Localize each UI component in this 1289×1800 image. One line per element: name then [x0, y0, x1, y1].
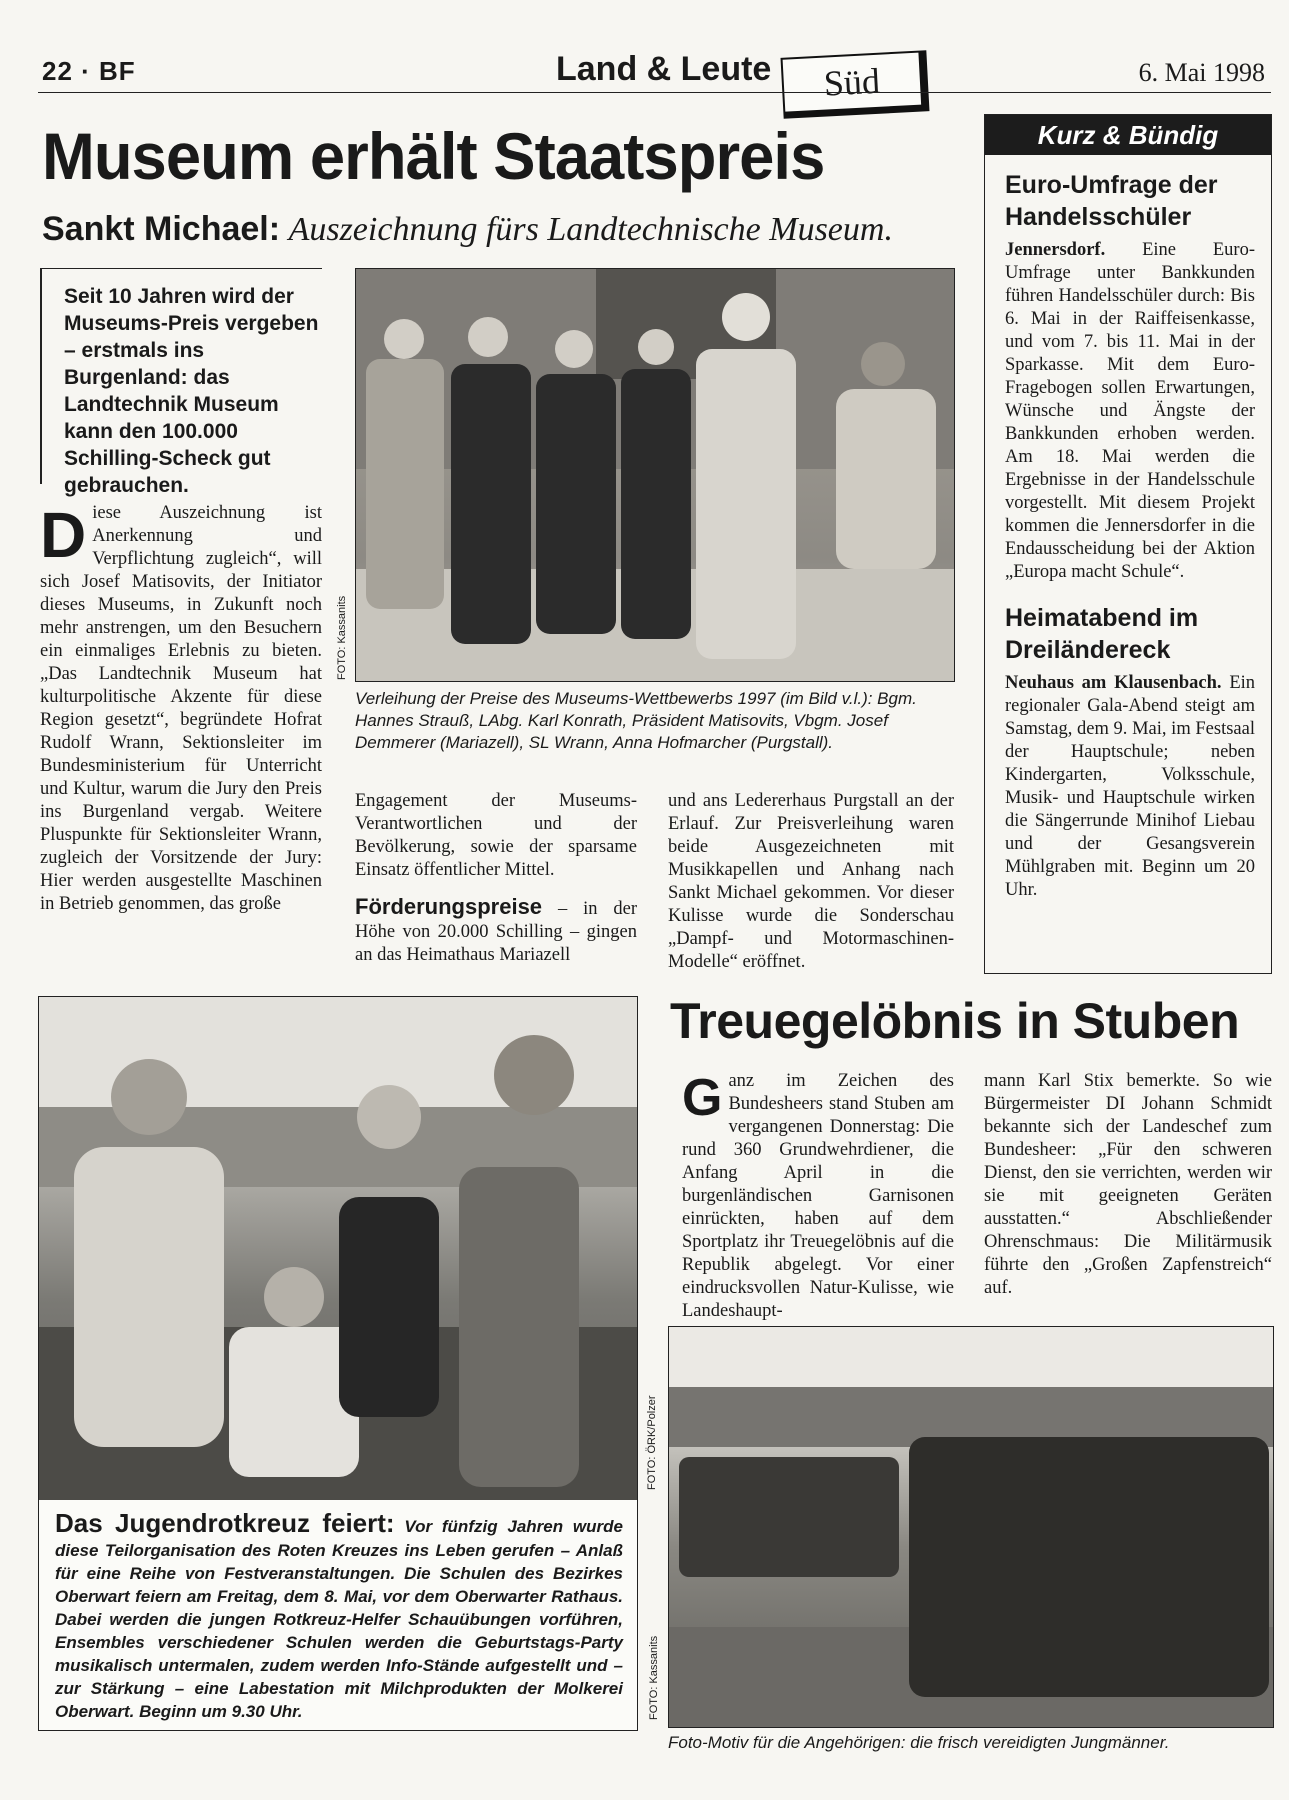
main-article-col3: und ans Ledererhaus Purgstall an der Erlauf. Zur Preisverleihung waren beide Ausgezeichneten mit Musikkapellen und Anhang nach Sankt Michael gekommen. Vor dieser Kulisse wurde die Sonderschau „Dampf- und Motormaschinen-Modelle“ eröffnet.: [668, 791, 954, 972]
col2-text: Engagement der Museums-Verantwortlichen und der Bevölkerung, sowie der sparsame Einsatz öffentlicher Mittel.: [355, 791, 637, 880]
sidebar-item-body: Eine Euro-Umfrage unter Bankkunden führen Handelsschüler durch: Bis 6. Mai in der Raiffeisenkasse, und vom 7. bis 11. Mai in der Sparkasse. Mit dem Euro-Fragebogen sollen Erwartungen, Wünsche und Ängste der Bankkunden erhoben werden. Am 18. Mai werden die Ergebnisse in der Handelsschule vorgestellt. Mit diesem Projekt kommen die Jennersdorfer in die Endausscheidung bei der Aktion „Europa macht Schule“.: [1005, 240, 1255, 582]
col1-text: iese Auszeichnung ist Anerkennung und Verpflichtung zugleich“, will sich Josef Matisovits, der Initiator dieses Museums, in Zukunft noch mehr anstrengen, um den Besuchern ein einmaliges Erlebnis zu bieten. „Das Landtechnik Museum hat kulturpolitische Akzente für diese Region gesetzt“, begründete Hofrat Rudolf Wrann, Sektionsleiter im Bundesministerium für Unterricht und Kultur, warum die Jury den Preis ins Burgenland vergab. Weitere Pluspunkte für Sektionsleiter Wrann, zugleich der Vorsitzende der Jury: Hier werden ausgestellte Maschinen in Betrieb genommen, das große: [40, 503, 322, 914]
sidebar-item-headline: Heimatabend im Dreiländereck: [1005, 604, 1199, 664]
award-photo-caption: Verleihung der Preise des Museums-Wettbewerbs 1997 (im Bild v.l.): Bgm. Hannes Strauß, LAbg. Karl Konrath, Präsident Matisovits, Vbgm. Josef Demmerer (Mariazell), SL Wrann, Anna Hofmarcher (Purgstall).: [355, 689, 917, 752]
stuben-dropcap: G: [682, 1069, 723, 1127]
sidebar-item-text: [1005, 239, 1255, 584]
jrk-caption-box: [38, 1500, 638, 1731]
main-article-col1: [40, 502, 322, 980]
stuben-photo-caption: Foto-Motiv für die Angehörigen: die frisch vereidigten Jungmänner.: [668, 1733, 1170, 1752]
jrk-photo: [38, 996, 638, 1501]
sidebar-item-body: Ein regionaler Gala-Abend steigt am Samstag, dem 9. Mai, im Festsaal der Hauptschule; neben Kindergarten, Volksschule, Musik- und Hauptschule wirken die Sängerrunde Minihof Liebau und der Gesangsverein Mühlgraben mit. Beginn um 20 Uhr.: [1005, 673, 1256, 900]
jrk-text: Vor fünfzig Jahren wurde diese Teilorganisation des Roten Kreuzes ins Leben gerufen – Anlaß für eine Reihe von Festveranstaltungen. Die Schulen des Bezirkes Oberwart feiern am Freitag, dem 8. Mai, vor dem Oberwarter Rathaus. Dabei werden die jungen Rotkreuz-Helfer Schauübungen vorführen, Ensembles verschiedener Schulen werden die Geburtstags-Party musikalisch untermalen, zudem werden Info-Stände aufgestellt und – zur Stärkung – eine Labestation mit Milchprodukten der Molkerei Oberwart. Beginn um 9.30 Uhr.: [55, 1517, 623, 1721]
issue-date: 6. Mai 1998: [1138, 58, 1265, 87]
lead-box: Seit 10 Jahren wird der Museums-Preis vergeben – erstmals ins Burgenland: das Landtechnik Museum kann den 100.000 Schilling-Scheck gut gebrauchen.: [40, 268, 322, 484]
stuben-photo-illustration: [669, 1327, 1273, 1727]
section-title: Land & Leute: [556, 50, 772, 88]
sidebar-title: Kurz & Bündig: [985, 115, 1271, 155]
col2-tail: – in der Höhe von 20.000 Schilling – gingen an das Heimathaus Mariazell: [355, 899, 638, 965]
dropcap: D: [40, 502, 87, 571]
stuben-headline: Treuegelöbnis in Stuben: [670, 993, 1240, 1049]
jrk-photo-illustration: [39, 997, 637, 1501]
main-subhead: [42, 210, 893, 249]
sidebar-item-place: Neuhaus am Klausenbach.: [1005, 673, 1222, 693]
award-photo-credit: FOTO: Kassanits: [336, 595, 348, 680]
col2-subhead: Förderungspreise: [355, 894, 543, 919]
sidebar-item-text: [1005, 672, 1255, 902]
stuben-photo: [668, 1326, 1274, 1728]
stuben-col2: mann Karl Stix bemerkte. So wie Bürgermeister DI Johann Schmidt bekannte sich der Landeschef zum Bundesheer: „Für den schweren Dienst, den sie verrichten, werden wir sie mit geeigneten Geräten ausstatten.“ Abschließender Ohrenschmaus: Die Militärmusik führte den „Großen Zapfenstreich“ auf.: [984, 1071, 1272, 1298]
award-photo: [355, 268, 955, 682]
header-rule: [38, 92, 1271, 93]
stuben-col1: [682, 1070, 954, 1323]
stuben-col1-text: anz im Zeichen des Bundesheers stand Stuben am vergangenen Donnerstag: Die rund 360 Grundwehrdiener, die Anfang April in die burgenländischen Garnisonen einrückten, haben auf dem Sportplatz ihr Treuegelöbnis auf die Republik abgelegt. Vor einer eindrucksvollen Natur-Kulisse, wie Landeshaupt-: [682, 1071, 954, 1321]
main-headline: Museum erhält Staatspreis: [42, 119, 825, 193]
region-stamp: Süd: [781, 50, 930, 119]
sidebar-item-place: Jennersdorf.: [1005, 240, 1106, 260]
jrk-caption: [55, 1508, 623, 1723]
page-number: 22 · BF: [42, 56, 136, 86]
subhead-place: Sankt Michael:: [42, 210, 281, 248]
subhead-text: Auszeichnung fürs Landtechnische Museum.: [288, 211, 893, 248]
jrk-label: Das Jugendrotkreuz feiert:: [55, 1508, 395, 1538]
jrk-photo-credit: FOTO: ÖRK/Polzer: [646, 1395, 658, 1490]
sidebar-item-headline: Euro-Umfrage der Handelsschüler: [1005, 171, 1218, 231]
sidebar-kurz-buendig: [984, 114, 1272, 974]
stuben-photo-credit: FOTO: Kassanits: [648, 1635, 660, 1720]
award-photo-illustration: [356, 269, 954, 681]
main-article-col2: [355, 790, 637, 967]
